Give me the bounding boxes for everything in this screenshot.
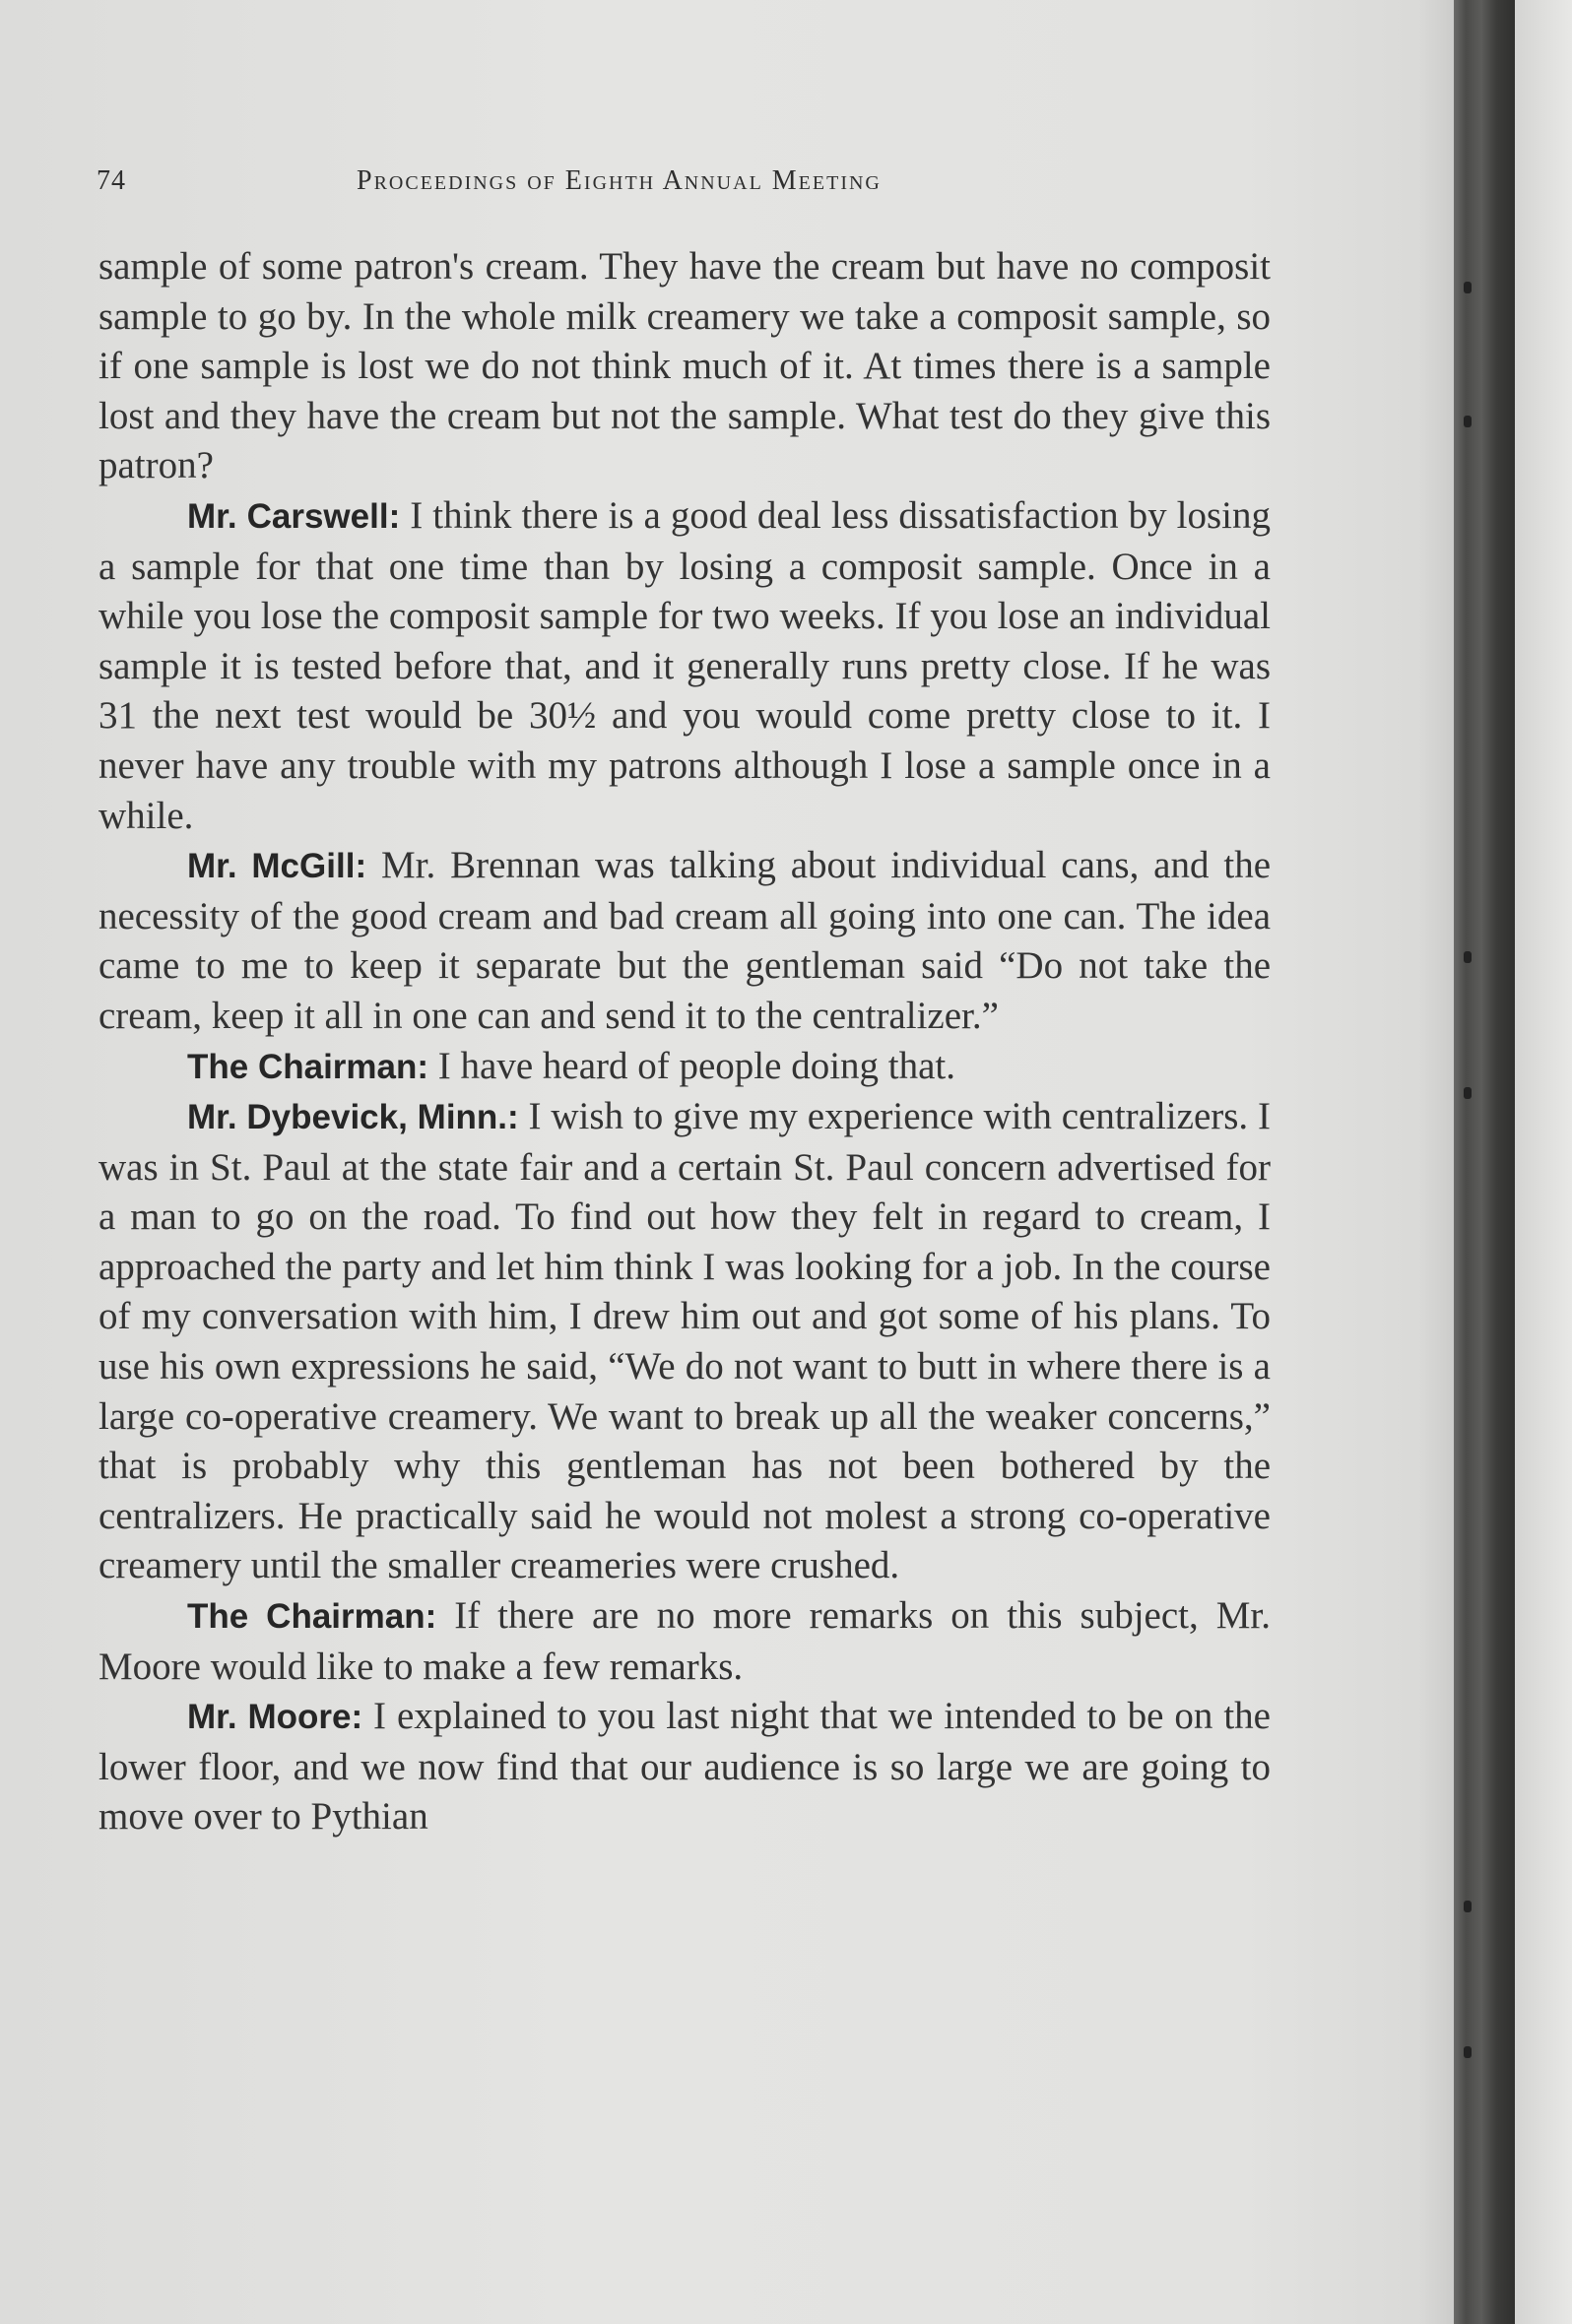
paragraph-moore: Mr. Moore: I explained to you last night that we intended to be on the lower floor, and we now find that our audience is so large we are going to move over to Pythian — [98, 1695, 1271, 1839]
page-header — [97, 165, 1271, 205]
speaker-name: Mr. Carswell — [187, 496, 389, 536]
paragraph-dybevick: Mr. Dybevick, Minn.: I wish to give my experience with centralizers. I was in St. Paul at the state fair and a certain St. Paul concern advertised for a man to go on the road. To find out how they felt in regard to cream, I approached the party and let him think I was looking for a job. In the course of my conversation with him, I drew him out and got some of his plans. To use his own expressions he said, “We do not want to butt in where there is a large co-operative creamery. We want to break up all the weaker concerns,” that is probably why this gentleman has not been bothered by the centralizers. He practically said he would not molest a strong co-operative creamery until the smaller creameries were crushed. — [98, 1095, 1272, 1587]
running-head: Proceedings of Eighth Annual Meeting — [357, 165, 882, 196]
book-binding-edge — [1454, 0, 1515, 2324]
scan-margin — [1515, 0, 1572, 2324]
edge-speck — [1464, 282, 1472, 293]
paragraph-text: I have heard of people doing that. — [437, 1044, 956, 1087]
edge-speck — [1464, 2046, 1472, 2058]
edge-speck — [1464, 1901, 1472, 1912]
body-text — [98, 242, 1271, 1842]
paragraph-carswell: Mr. Carswell: I think there is a good deal less dissatisfaction by losing a sample for that one time than by losing a composit sample. Once in a while you lose the composit sample for two weeks. If you lose an individual sample it is tested before that, and it generally runs pretty close. If he was 31 the next test would be 30½ and you would come pretty close to it. I never have any trouble with my patrons although I lose a sample once in a while. — [98, 493, 1271, 837]
speaker-name: Mr. Moore — [187, 1698, 352, 1737]
paragraph-text: sample of some patron's cream. They have the cream but have no composit sample to go by. In the whole milk creamery we take a composit sample, so if one sample is lost we do not think much of it. At times there is a sample lost and they have the cream but not the sample. What test do they give this patron? — [98, 245, 1271, 487]
paragraph-mcgill: Mr. McGill: Mr. Brennan was talking about individual cans, and the necessity of the good cream and bad cream all going into one can. The idea came to me to keep it separate but the gentleman said “Do not take the cream, keep it all in one can and send it to the centralizer.” — [98, 844, 1272, 1037]
page-number: 74 — [97, 165, 126, 196]
paragraph-text: I wish to give my experience with centralizers. I was in St. Paul at the state fair and a certain St. Paul concern advertised for a man to go on the road. To find out how they felt in regard to cream, I approached the party and let him think I was looking for a job. In the course of my conversation with him, I drew him out and got some of his plans. To use his own expressions he said, “We do not want to butt in where there is a large co-operative creamery. We want to break up all the weaker concerns,” that is probably why this gentleman has not been bothered by the centralizers. He practically said he would not molest a strong co-operative creamery until the smaller creameries were crushed. — [98, 1095, 1272, 1587]
speaker-name: The Chairman — [187, 1047, 418, 1086]
edge-speck — [1464, 416, 1472, 427]
speaker-name: Mr. McGill — [187, 847, 356, 886]
speaker-name: The Chairman — [187, 1597, 426, 1637]
paragraph-text: I think there is a good deal less dissatisfaction by losing a sample for that one time than by losing a composit sample. Once in a while you lose the composit sample for two weeks. If you lose an individual sample it is tested before that, and it generally runs pretty close. If he was 31 the next test would be 30½ and you would come pretty close to it. I never have any trouble with my patrons although I lose a sample once in a while. — [98, 493, 1271, 837]
paragraph-chairman-1: The Chairman: I have heard of people doing that. — [187, 1044, 956, 1087]
edge-speck — [1464, 951, 1472, 963]
paragraph-continuation — [98, 242, 1271, 491]
edge-speck — [1464, 1087, 1472, 1099]
paragraph-text: I explained to you last night that we intended to be on the lower floor, and we now find that our audience is so large we are going to move over to Pythian — [98, 1695, 1271, 1839]
paragraph-chairman-2: The Chairman: If there are no more remarks on this subject, Mr. Moore would like to make a few remarks. — [98, 1594, 1271, 1688]
paragraph-text: Mr. Brennan was talking about individual cans, and the necessity of the good cream and bad cream all going into one can. The idea came to me to keep it separate but the gentleman said “Do not take the cream, keep it all in one can and send it to the centralizer.” — [98, 844, 1272, 1037]
speaker-name: Mr. Dybevick, Minn. — [187, 1098, 508, 1137]
paragraph-text: If there are no more remarks on this subject, Mr. Moore would like to make a few remarks. — [98, 1594, 1271, 1688]
